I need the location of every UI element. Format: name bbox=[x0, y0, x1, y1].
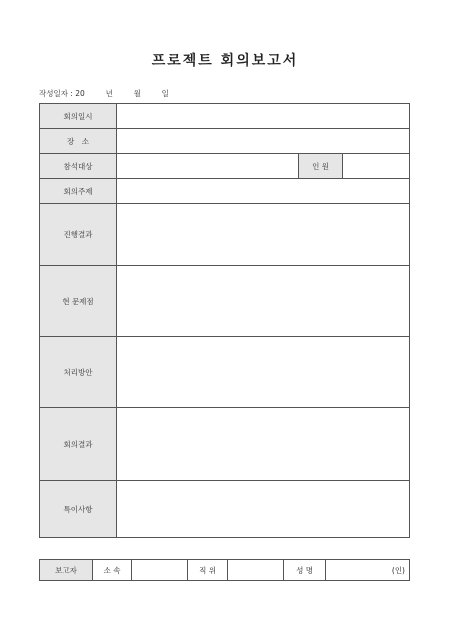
label-name: 성 명 bbox=[284, 560, 326, 581]
field-name-seal[interactable]: (인) bbox=[326, 560, 410, 581]
field-topic[interactable] bbox=[117, 179, 410, 204]
field-results[interactable] bbox=[117, 408, 410, 481]
field-problems[interactable] bbox=[117, 266, 410, 337]
label-headcount: 인 원 bbox=[299, 154, 343, 179]
date-year: 년 bbox=[105, 89, 113, 98]
reporter-table bbox=[39, 559, 410, 581]
label-meeting-datetime: 회의일시 bbox=[40, 104, 117, 129]
document-title: 프로젝트 회의보고서 bbox=[151, 53, 299, 69]
field-notes[interactable] bbox=[117, 481, 410, 538]
field-place[interactable] bbox=[117, 129, 410, 154]
date-month: 월 bbox=[133, 89, 141, 98]
field-meeting-datetime[interactable] bbox=[117, 104, 410, 129]
label-dept: 소 속 bbox=[93, 560, 132, 581]
label-problems: 현 문제점 bbox=[40, 266, 117, 337]
field-solutions[interactable] bbox=[117, 337, 410, 408]
label-progress: 진행결과 bbox=[40, 204, 117, 266]
field-progress[interactable] bbox=[117, 204, 410, 266]
label-attendees: 참석대상 bbox=[40, 154, 117, 179]
label-results: 회의결과 bbox=[40, 408, 117, 481]
date-line bbox=[39, 88, 169, 99]
label-position: 직 위 bbox=[188, 560, 228, 581]
field-headcount[interactable] bbox=[343, 154, 410, 179]
label-solutions: 처리방안 bbox=[40, 337, 117, 408]
field-position[interactable] bbox=[228, 560, 284, 581]
label-place: 장 소 bbox=[40, 129, 117, 154]
label-notes: 특이사항 bbox=[40, 481, 117, 538]
field-attendees[interactable] bbox=[117, 154, 299, 179]
label-reporter: 보고자 bbox=[40, 560, 93, 581]
date-day: 일 bbox=[161, 89, 169, 98]
date-label: 작성일자 : 20 bbox=[39, 89, 85, 98]
report-table bbox=[39, 103, 410, 538]
label-topic: 회의주제 bbox=[40, 179, 117, 204]
field-dept[interactable] bbox=[132, 560, 188, 581]
